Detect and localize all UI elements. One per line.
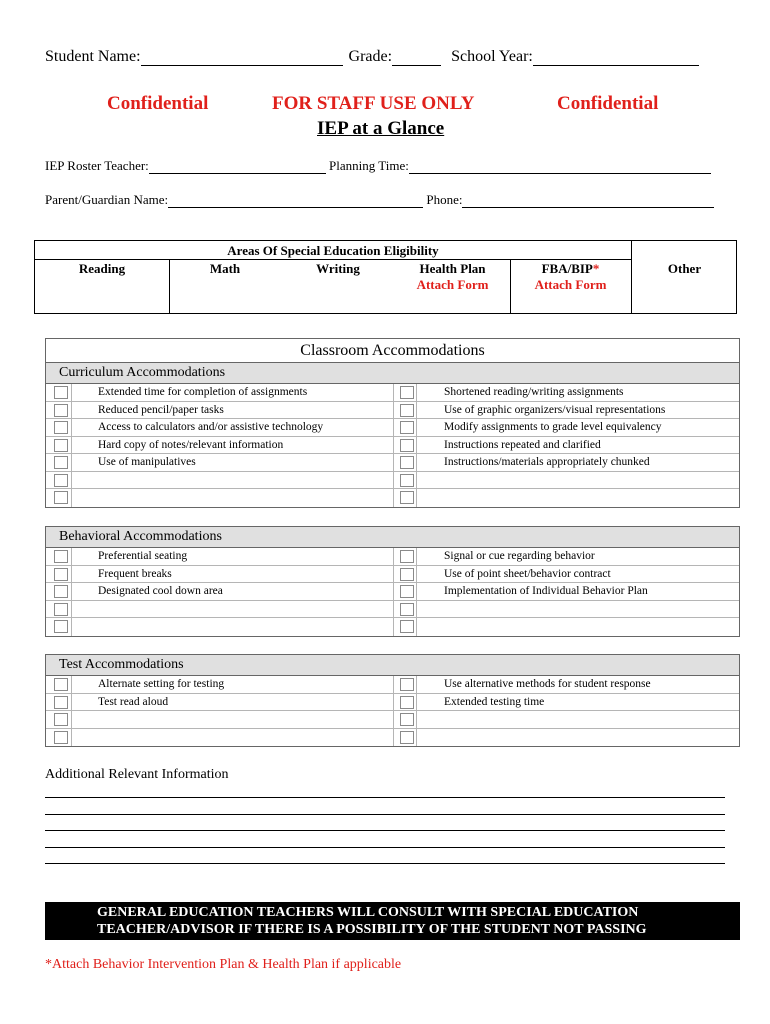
footer-note: *Attach Behavior Intervention Plan & Health Plan if applicable [45, 957, 402, 972]
accommodation-label: Signal or cue regarding behavior [444, 550, 595, 562]
staff-use-only: FOR STAFF USE ONLY [272, 93, 475, 114]
accommodation-checkbox[interactable] [54, 456, 68, 469]
health-plan-label: Health Plan [419, 261, 486, 276]
accommodation-checkbox[interactable] [400, 404, 414, 417]
grade-field[interactable] [392, 65, 441, 66]
banner-line-2: TEACHER/ADVISOR IF THERE IS A POSSIBILITY OF THE STUDENT NOT PASSING [97, 922, 647, 937]
additional-line[interactable] [45, 814, 725, 815]
accommodation-label: Designated cool down area [98, 585, 223, 597]
elig-math[interactable]: Math [209, 261, 241, 276]
accommodation-row [46, 419, 739, 437]
accommodation-checkbox[interactable] [54, 731, 68, 744]
accommodation-label: Hard copy of notes/relevant information [98, 438, 284, 451]
accommodation-checkbox[interactable] [400, 550, 414, 563]
elig-health-plan[interactable] [395, 261, 510, 293]
accommodation-label: Alternate setting for testing [98, 678, 225, 690]
accommodation-checkbox[interactable] [54, 404, 68, 417]
accommodation-checkbox[interactable] [400, 678, 414, 691]
accommodation-row [46, 711, 739, 729]
accommodation-label: Preferential seating [98, 550, 188, 562]
accommodation-checkbox[interactable] [400, 568, 414, 581]
consult-banner [45, 902, 740, 940]
accommodation-label: Use of point sheet/behavior contract [444, 567, 611, 580]
fba-bip-label: FBA/BIP [541, 261, 593, 276]
accommodation-label: Reduced pencil/paper tasks [98, 403, 224, 416]
accommodation-checkbox[interactable] [400, 696, 414, 709]
accommodation-checkbox[interactable] [400, 386, 414, 399]
parent-line [45, 192, 725, 208]
health-attach-form: Attach Form [416, 277, 489, 292]
accommodation-label: Frequent breaks [98, 567, 172, 580]
accommodation-checkbox[interactable] [400, 620, 414, 633]
accommodation-label: Use of manipulatives [98, 456, 196, 468]
elig-other[interactable]: Other [667, 261, 702, 276]
additional-info-label: Additional Relevant Information [45, 767, 229, 782]
planning-time-label: Planning Time: [329, 158, 409, 173]
accommodation-checkbox[interactable] [54, 620, 68, 633]
accommodation-label: Test read aloud [98, 695, 169, 708]
accommodation-checkbox[interactable] [400, 585, 414, 598]
accommodation-checkbox[interactable] [400, 731, 414, 744]
confidential-right: Confidential [557, 93, 659, 114]
accommodation-checkbox[interactable] [54, 585, 68, 598]
additional-line[interactable] [45, 830, 725, 831]
phone-label: Phone: [426, 192, 463, 207]
test-rows [46, 676, 739, 746]
classroom-title: Classroom Accommodations [46, 339, 739, 363]
accommodation-row [46, 472, 739, 490]
accommodation-row [46, 694, 739, 712]
curriculum-box [45, 338, 740, 508]
behavioral-rows [46, 548, 739, 636]
accommodation-label: Extended testing time [444, 695, 545, 708]
elig-writing[interactable]: Writing [316, 261, 360, 276]
eligibility-table [34, 240, 737, 314]
accommodation-checkbox[interactable] [400, 421, 414, 434]
behavioral-heading: Behavioral Accommodations [46, 527, 739, 548]
student-info-line [45, 48, 725, 66]
accommodation-checkbox[interactable] [54, 603, 68, 616]
parent-field[interactable] [168, 207, 423, 208]
test-box [45, 654, 740, 747]
roster-teacher-field[interactable] [149, 173, 326, 174]
accommodation-row [46, 548, 739, 566]
accommodation-checkbox[interactable] [54, 474, 68, 487]
accommodation-checkbox[interactable] [54, 568, 68, 581]
banner-line-1: GENERAL EDUCATION TEACHERS WILL CONSULT WITH SPECIAL EDUCATION [97, 905, 639, 920]
accommodation-checkbox[interactable] [400, 713, 414, 726]
test-heading: Test Accommodations [46, 655, 739, 676]
accommodation-label: Extended time for completion of assignments [98, 386, 308, 398]
student-name-field[interactable] [141, 65, 343, 66]
accommodation-checkbox[interactable] [54, 386, 68, 399]
fba-attach-form: Attach Form [534, 277, 607, 292]
accommodation-label: Instructions repeated and clarified [444, 438, 601, 451]
accommodation-checkbox[interactable] [54, 713, 68, 726]
accommodation-row [46, 454, 739, 472]
roster-teacher-label: IEP Roster Teacher: [45, 158, 149, 173]
accommodation-label: Implementation of Individual Behavior Plan [444, 585, 648, 597]
parent-label: Parent/Guardian Name: [45, 192, 169, 207]
confidential-left: Confidential [107, 93, 209, 114]
accommodation-row [46, 489, 739, 507]
accommodation-row [46, 583, 739, 601]
accommodation-label: Modify assignments to grade level equivalency [444, 421, 662, 433]
accommodation-checkbox[interactable] [400, 491, 414, 504]
accommodation-checkbox[interactable] [54, 678, 68, 691]
accommodation-row [46, 566, 739, 584]
accommodation-label: Use alternative methods for student response [444, 678, 651, 690]
accommodation-checkbox[interactable] [54, 439, 68, 452]
accommodation-row [46, 402, 739, 420]
accommodation-checkbox[interactable] [54, 550, 68, 563]
curriculum-rows [46, 384, 739, 507]
teacher-line [45, 158, 725, 174]
page-title: IEP at a Glance [317, 118, 445, 139]
accommodation-row [46, 729, 739, 747]
accommodation-row [46, 384, 739, 402]
planning-time-field[interactable] [409, 173, 711, 174]
school-year-field[interactable] [533, 65, 699, 66]
school-year-label: School Year: [451, 48, 533, 65]
eligibility-title: Areas Of Special Education Eligibility [35, 241, 631, 260]
accommodation-checkbox[interactable] [400, 439, 414, 452]
accommodation-checkbox[interactable] [400, 456, 414, 469]
accommodation-row [46, 676, 739, 694]
accommodation-row [46, 618, 739, 636]
accommodation-label: Shortened reading/writing assignments [444, 386, 624, 398]
accommodation-label: Instructions/materials appropriately chunked [444, 456, 650, 468]
accommodation-label: Access to calculators and/or assistive technology [98, 421, 324, 433]
grade-label: Grade: [348, 48, 393, 65]
behavioral-box [45, 526, 740, 637]
fba-star: * [592, 261, 600, 276]
additional-line[interactable] [45, 797, 725, 798]
accommodation-checkbox[interactable] [400, 603, 414, 616]
accommodation-row [46, 437, 739, 455]
phone-field[interactable] [462, 207, 714, 208]
curriculum-heading: Curriculum Accommodations [46, 363, 739, 384]
additional-line[interactable] [45, 863, 725, 864]
accommodation-checkbox[interactable] [54, 491, 68, 504]
elig-reading[interactable]: Reading [78, 261, 126, 276]
additional-line[interactable] [45, 847, 725, 848]
student-name-label: Student Name: [45, 48, 141, 65]
accommodation-checkbox[interactable] [54, 421, 68, 434]
accommodation-checkbox[interactable] [400, 474, 414, 487]
accommodation-label: Use of graphic organizers/visual representations [444, 403, 666, 416]
accommodation-row [46, 601, 739, 619]
accommodation-checkbox[interactable] [54, 696, 68, 709]
elig-fba-bip[interactable] [510, 261, 631, 293]
